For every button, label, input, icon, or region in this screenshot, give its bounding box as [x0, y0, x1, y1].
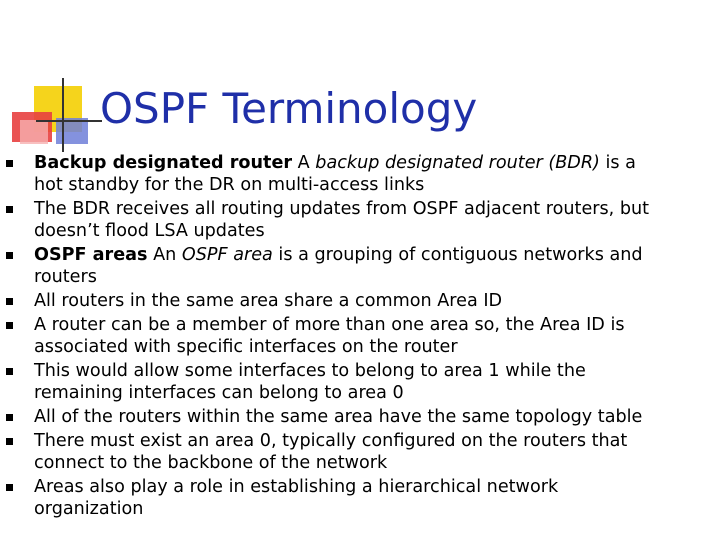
bullet-text: All routers in the same area share a common Area ID [34, 291, 503, 311]
bullet-item [0, 430, 720, 474]
bullet-item [0, 290, 720, 312]
square-bullet-icon [6, 160, 13, 167]
logo-horizontal-line [36, 120, 102, 122]
bullet-item [0, 314, 720, 358]
bullet-item [0, 360, 720, 404]
bullet-text: An [147, 245, 182, 265]
bullet-text-line2: doesn’t flood LSA updates [34, 221, 265, 241]
decorative-logo [0, 0, 100, 160]
bullet-item [0, 152, 720, 196]
bullet-text: All of the routers within the same area have the same topology table [34, 407, 643, 427]
square-bullet-icon [6, 322, 13, 329]
bullet-text: The BDR receives all routing updates from OSPF adjacent routers, but [34, 199, 650, 219]
bullet-text-line2: hot standby for the DR on multi-access links [34, 175, 425, 195]
square-bullet-icon [6, 484, 13, 491]
bullet-text-line2: associated with specific interfaces on the router [34, 337, 458, 357]
italic-term: backup designated router (BDR) [315, 153, 600, 173]
bullet-text: is a [599, 153, 636, 173]
square-bullet-icon [6, 252, 13, 259]
bullet-item [0, 244, 720, 288]
bullet-text: This would allow some interfaces to belong to area 1 while the [34, 361, 586, 381]
bullet-text: A router can be a member of more than one area so, the Area ID is [34, 315, 625, 335]
bullet-text-line2: connect to the backbone of the network [34, 453, 388, 473]
bullet-text: A [292, 153, 316, 173]
bullet-item [0, 406, 720, 428]
bullet-text-line2: organization [34, 499, 144, 519]
bullet-text: There must exist an area 0, typically configured on the routers that [34, 431, 628, 451]
bullet-text: is a grouping of contiguous networks and [272, 245, 643, 265]
bullet-item [0, 198, 720, 242]
bullet-text: Areas also play a role in establishing a hierarchical network [34, 477, 559, 497]
italic-term: OSPF area [181, 245, 273, 265]
slide-title: OSPF Terminology [100, 84, 478, 133]
bullet-text-line2: routers [34, 267, 97, 287]
bullet-item [0, 476, 720, 520]
square-bullet-icon [6, 368, 13, 375]
bullet-text-line2: remaining interfaces can belong to area 0 [34, 383, 404, 403]
bullet-list [0, 152, 720, 522]
logo-pink-square [20, 120, 48, 144]
logo-vertical-line [62, 78, 64, 152]
bold-term: OSPF areas [34, 245, 148, 265]
bold-term: Backup designated router [34, 153, 293, 173]
square-bullet-icon [6, 298, 13, 305]
square-bullet-icon [6, 206, 13, 213]
square-bullet-icon [6, 414, 13, 421]
square-bullet-icon [6, 438, 13, 445]
